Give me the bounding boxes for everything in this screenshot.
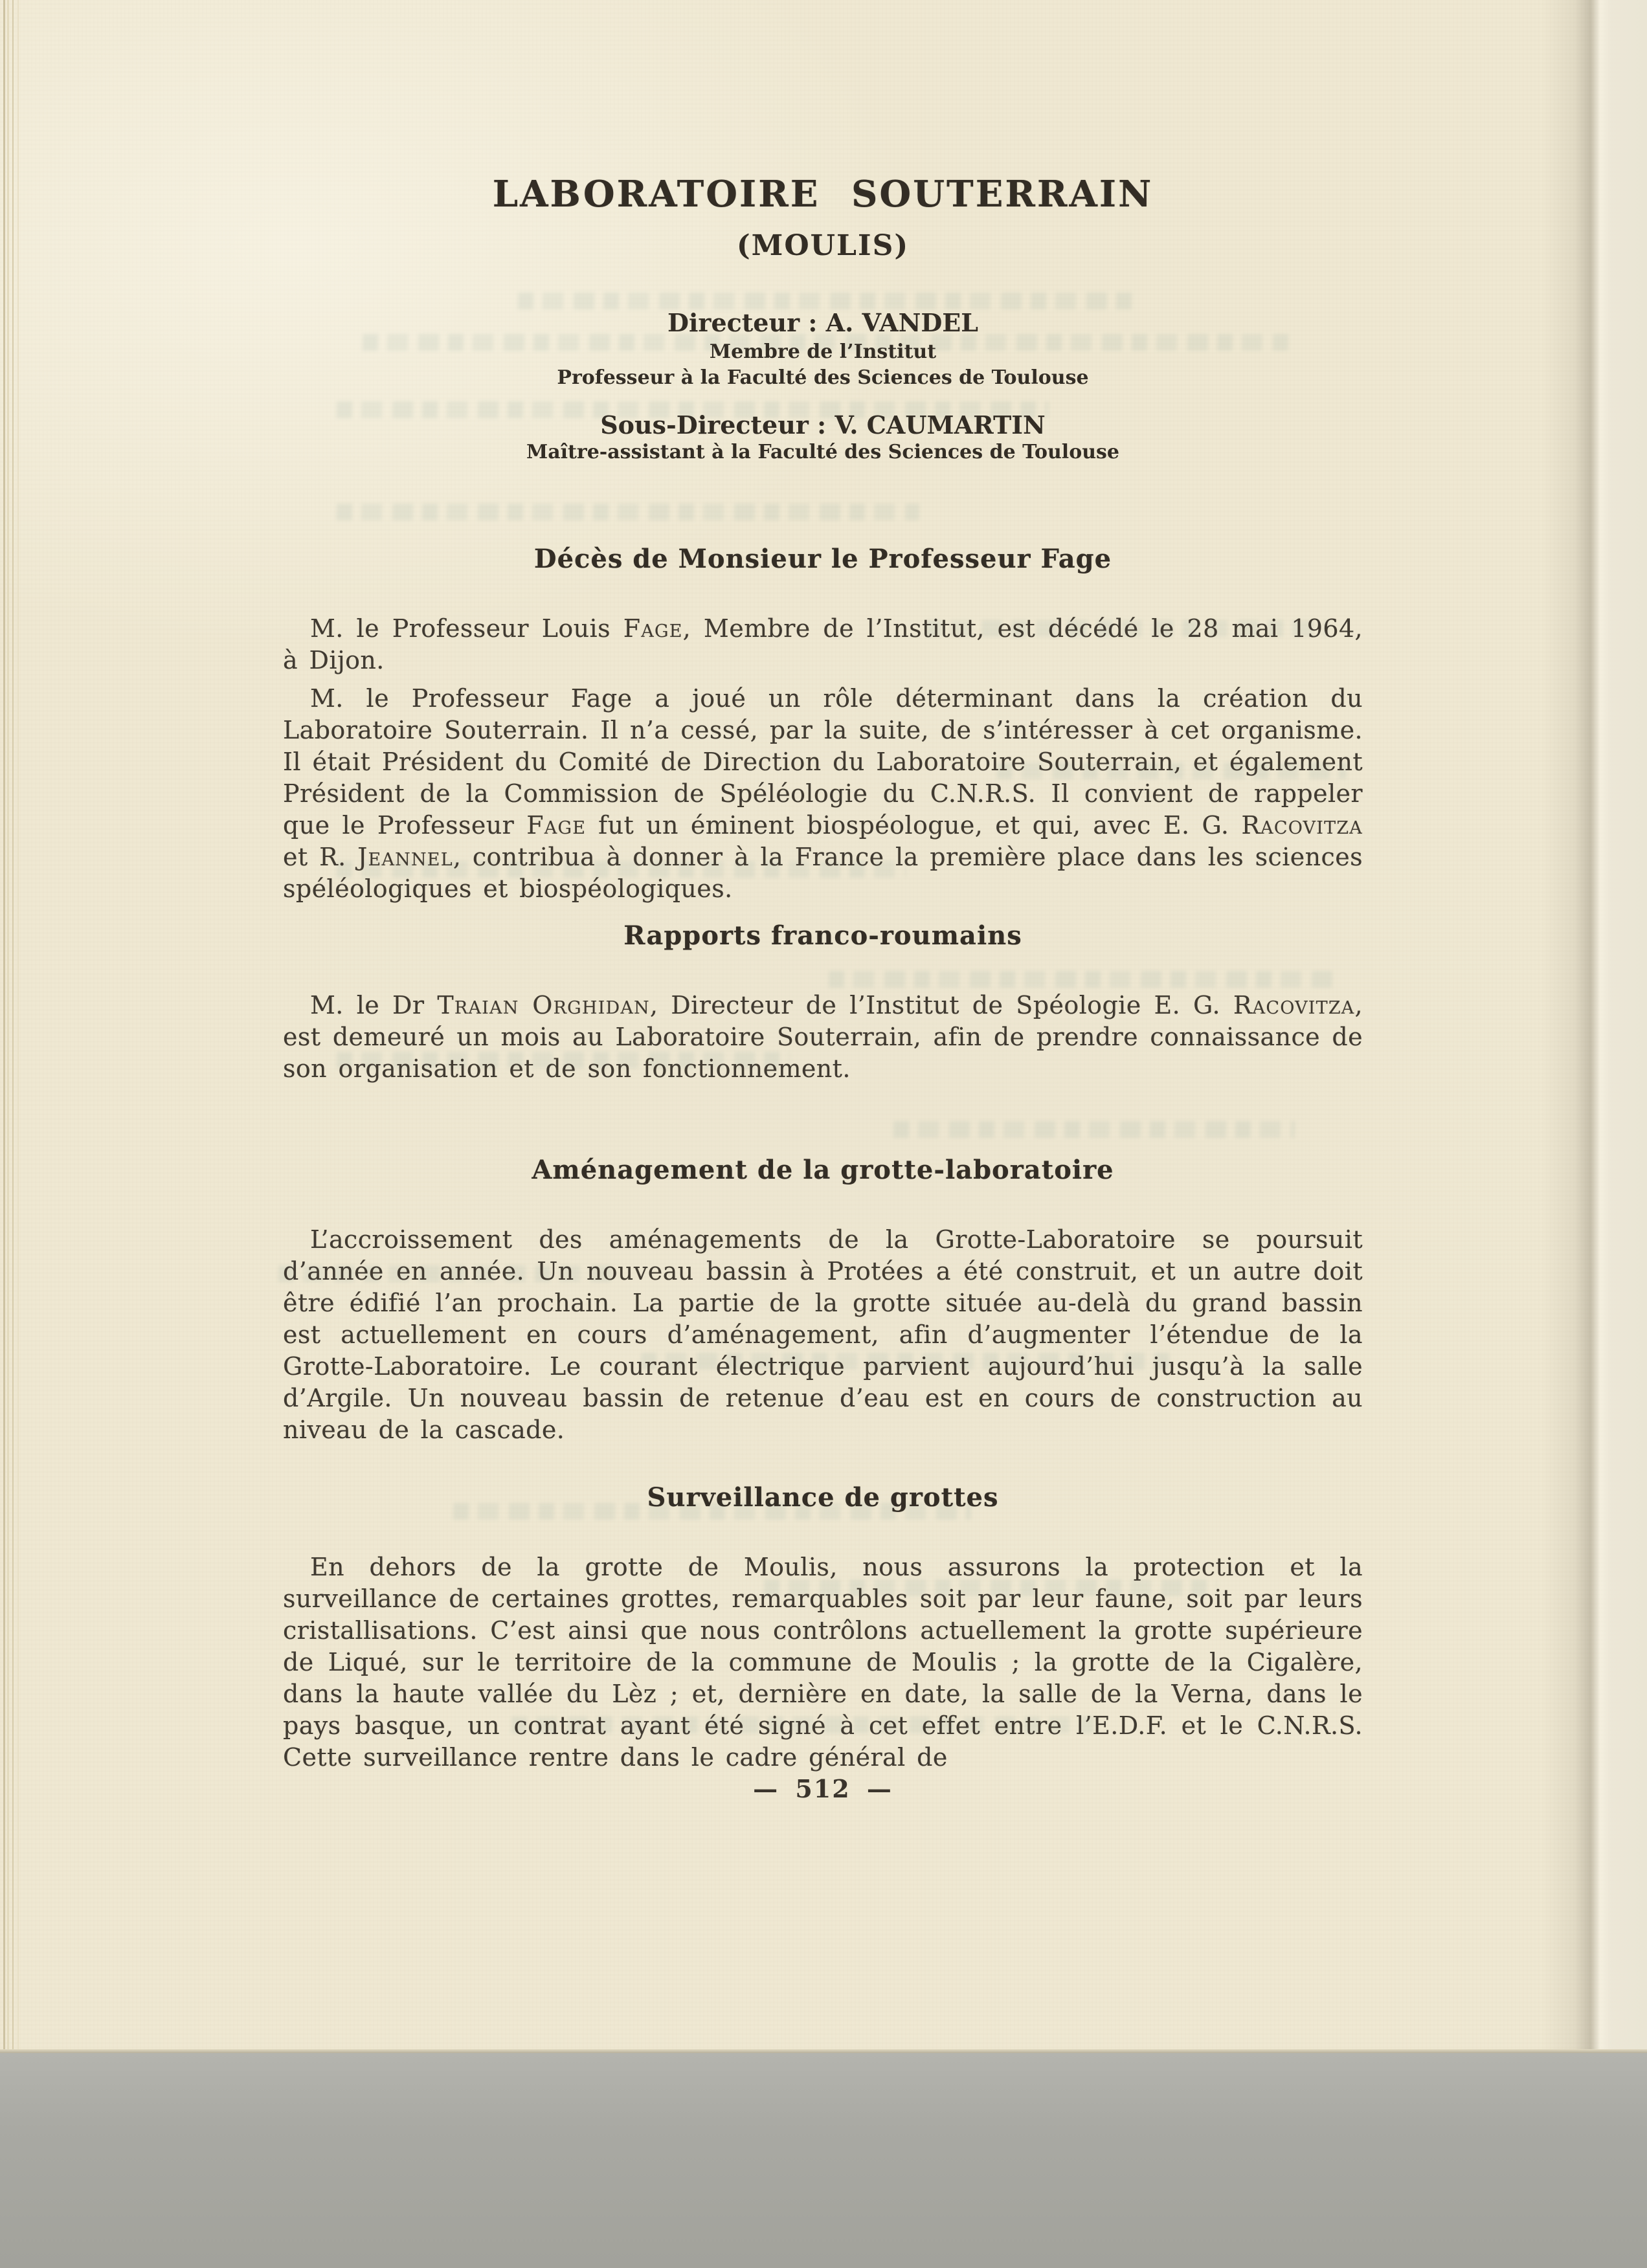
page-subtitle: (MOULIS) bbox=[736, 229, 910, 262]
section-heading: Surveillance de grottes bbox=[647, 1482, 999, 1513]
section-heading: Rapports franco-roumains bbox=[623, 920, 1022, 951]
section-heading: Aménagement de la grotte-laboratoire bbox=[532, 1155, 1114, 1185]
document-section bbox=[283, 1481, 1363, 1773]
text-run: , est demeuré un mois au Laboratoire Souterrain, afin de prendre connaissance de son organisation et de son fonctionnement. bbox=[283, 991, 1363, 1083]
text-run: M. le Dr bbox=[310, 991, 438, 1019]
document-section bbox=[283, 542, 1363, 905]
paragraph bbox=[283, 683, 1363, 905]
text-run: M. le Professeur Louis bbox=[310, 614, 623, 643]
subdirector-line: Sous-Directeur : V. CAUMARTIN bbox=[600, 410, 1046, 439]
small-caps-name: Traian Orghidan bbox=[437, 991, 650, 1019]
text-run: M. le Professeur Fage a joué un rôle déterminant dans la création du Laboratoire Souterrain. Il n’a cessé, par la suite, de s’intéresser à cet organisme. Il était Président du Comité de Direction du Laboratoire Souterrain, et également Président de la Commission de Spéléologie du C.N.R.S. Il convient de rappeler que le Professeur bbox=[283, 684, 1363, 839]
text-run: En dehors de la grotte de Moulis, nous assurons la protection et la surveillance de certaines grottes, remarquables soit par leur faune, soit par leurs cristallisations. C’est ainsi que nous contrôlons actuellement la grotte supérieure de Liqué, sur le territoire de la commune de Moulis ; la grotte de la Cigalère, dans la haute vallée du Lèz ; et, dernière en date, la salle de la Verna, dans le pays basque, un contrat ayant été signé à cet effet entre l’E.D.F. et le C.N.R.S. Cette surveillance rentre dans le cadre général de bbox=[283, 1553, 1363, 1772]
small-caps-name: Fage bbox=[623, 614, 683, 643]
small-caps-name: Racovitza bbox=[1233, 991, 1355, 1019]
paragraph bbox=[283, 1224, 1363, 1446]
small-caps-name: Racovitza bbox=[1241, 811, 1363, 839]
document-section bbox=[283, 919, 1363, 1085]
paragraph bbox=[283, 1551, 1363, 1773]
text-run: et R. bbox=[283, 843, 358, 871]
text-run: , contribua à donner à la France la première place dans les sciences spéléologiques et biospéologiques. bbox=[283, 843, 1363, 903]
director-role-2: Professeur à la Faculté des Sciences de Toulouse bbox=[557, 366, 1089, 389]
text-run: L’accroissement des aménagements de la Grotte-Laboratoire se poursuit d’année en année. Un nouveau bassin à Protées a été construit, et un autre doit être édifié l’an prochain. La partie de la grotte située au-delà du grand bassin est actuellement en cours d’aménagement, afin d’augmenter l’étendue de la Grotte-Laboratoire. Le courant électrique parvient aujourd’hui jusqu’à la salle d’Argile. Un nouveau bassin de retenue d’eau est en cours de construction au niveau de la cascade. bbox=[283, 1225, 1363, 1444]
subdirector-role: Maître-assistant à la Faculté des Sciences de Toulouse bbox=[526, 441, 1119, 463]
paragraph bbox=[283, 613, 1363, 676]
document-header bbox=[283, 172, 1363, 465]
director-role-1: Membre de l’Institut bbox=[709, 340, 937, 363]
text-run: , Directeur de l’Institut de Spéologie E. G. bbox=[649, 991, 1233, 1019]
small-caps-name: Jeannel bbox=[357, 843, 453, 871]
text-run: , Membre de l’Institut, est décédé le 28 mai 1964, à Dijon. bbox=[283, 614, 1363, 674]
section-heading: Décès de Monsieur le Professeur Fage bbox=[533, 544, 1112, 574]
scanner-background bbox=[0, 2053, 1647, 2268]
small-caps-name: Fage bbox=[526, 811, 587, 839]
page-number: — 512 — bbox=[753, 1774, 893, 1803]
director-line: Directeur : A. VANDEL bbox=[667, 308, 978, 337]
text-run: fut un éminent biospéologue, et qui, avec E. G. bbox=[586, 811, 1242, 839]
page-title: LABORATOIRE SOUTERRAIN bbox=[492, 173, 1154, 216]
paragraph bbox=[283, 990, 1363, 1085]
document-section bbox=[283, 1153, 1363, 1446]
